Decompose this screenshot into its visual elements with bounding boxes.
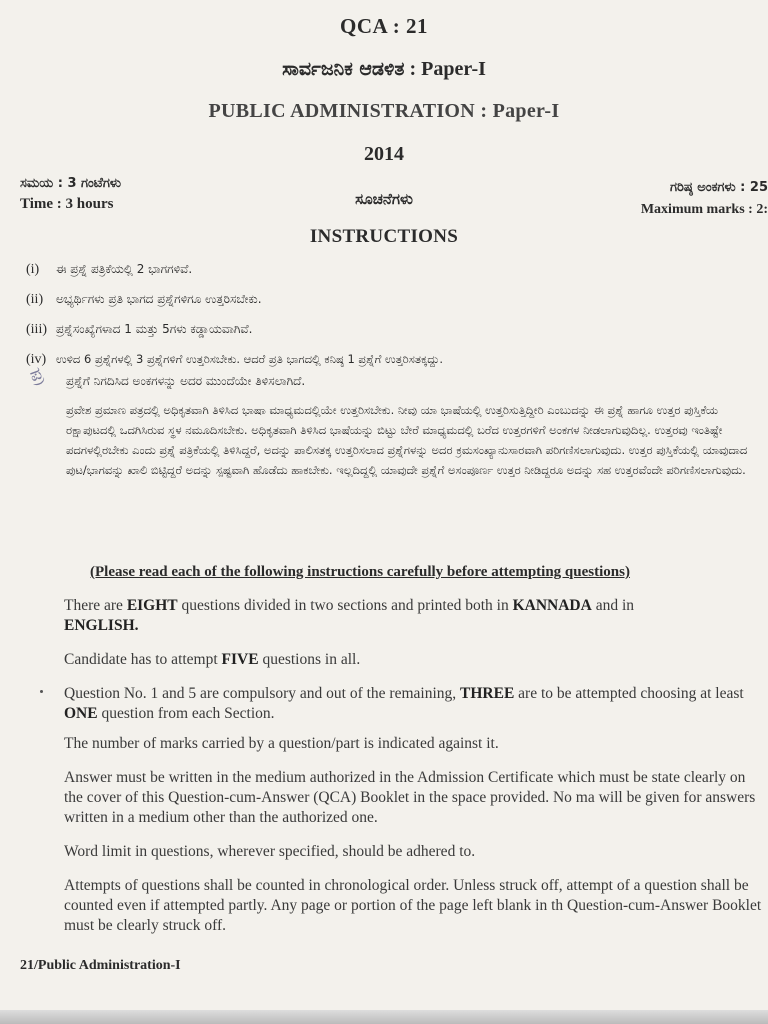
text: Candidate has to attempt	[64, 651, 222, 668]
item-number: (i)	[26, 262, 40, 277]
item-text: ಅಭ್ಯರ್ಥಿಗಳು ಪ್ರತಿ ಭಾಗದ ಪ್ರಶ್ನೆಗಳಿಗೂ ಉತ್ತರಿಸಬೇಕು.	[56, 292, 262, 306]
text: questions in all.	[258, 651, 361, 668]
kannada-item-continuation: ಪ್ರಶ್ನೆಗೆ ನಿಗದಿಸಿದ ಅಂಕಗಳನ್ನು ಅದರ ಮುಂದೆಯೇ ತಿಳಿಸಲಾಗಿದೆ.	[66, 374, 306, 388]
kannada-item	[26, 262, 192, 278]
english-instruction-3	[64, 684, 768, 724]
english-instruction-2	[64, 650, 768, 670]
item-number: (ii)	[26, 292, 44, 307]
item-text: ಉಳಿದ 6 ಪ್ರಶ್ನೆಗಳಲ್ಲಿ 3 ಪ್ರಶ್ನೆಗಳಿಗೆ ಉತ್ತರಿಸಬೇಕು. ಆದರೆ ಪ್ರತಿ ಭಾಗದಲ್ಲಿ ಕನಿಷ್ಠ 1 ಪ್ರಶ್ನೆಗೆ ಉತ್ತರಿಸತಕ್ಕದ್ದು.	[56, 352, 443, 366]
text: questions divided in two sections and printed both in	[177, 597, 513, 614]
english-instruction-4: The number of marks carried by a question/part is indicated against it.	[64, 735, 499, 752]
handwritten-margin-note: ಪ್ರ	[26, 362, 46, 387]
emphasis: EIGHT	[126, 597, 178, 614]
english-instruction-1	[64, 596, 768, 636]
text: and in	[591, 597, 634, 614]
item-text: ಈ ಪ್ರಶ್ನೆ ಪತ್ರಿಕೆಯಲ್ಲಿ 2 ಭಾಗಗಳಿವೆ.	[56, 262, 193, 276]
paper-code: QCA : 21	[340, 14, 428, 38]
time-english: Time : 3 hours	[20, 196, 114, 212]
time-kannada: ಸಮಯ : 3 ಗಂಟೆಗಳು	[20, 176, 122, 191]
item-number: (iii)	[26, 322, 47, 337]
instructions-heading-english: INSTRUCTIONS	[309, 226, 459, 247]
max-marks-english: Maximum marks : 2:	[640, 202, 768, 217]
page-footer: 21/Public Administration-I	[20, 958, 181, 973]
instructions-heading-kannada: ಸೂಚನೆಗಳು	[355, 190, 413, 208]
kannada-paragraph: ಪ್ರವೇಶ ಪ್ರಮಾಣ ಪತ್ರದಲ್ಲಿ ಅಧಿಕೃತವಾಗಿ ತಿಳಿಸಿದ ಭಾಷಾ ಮಾಧ್ಯಮದಲ್ಲಿಯೇ ಉತ್ತರಿಸಬೇಕು. ನೀವು ಯಾ ಭಾಷೆಯಲ್ಲಿ ಉತ್ತರಿಸುತ್ತಿದ್ದೀರಿ ಎಂಬುದನ್ನು ಈ ಪ್ರಶ್ನೆ ಹಾಗೂ ಉತ್ತರ ಪುಸ್ತಿಕೆಯ ರಕ್ಷಾಪುಟದಲ್ಲಿ ಒದಗಿಸಿರುವ ಸ್ಥಳ ನಮೂದಿಸಬೇಕು. ಅಧಿಕೃತವಾಗಿ ತಿಳಿಸಿದ ಭಾಷೆಯನ್ನು ಬಿಟ್ಟು ಬೇರೆ ಮಾಧ್ಯಮದಲ್ಲಿ ಬರೆದ ಉತ್ತರಗಳಿಗೆ ಅಂಕಗಳ ನೀಡಲಾಗುವುದಿಲ್ಲ. ಉತ್ತರವು ಇಂತಿಷ್ಟೇ ಪದಗಳಲ್ಲಿರಬೇಕು ಎಂದು ಪ್ರಶ್ನೆ ಪತ್ರಿಕೆಯಲ್ಲಿ ತಿಳಿಸಿದ್ದರೆ, ಅದನ್ನು ಪಾಲಿಸತಕ್ಕ ಉತ್ತರಿಸಲಾದ ಪ್ರಶ್ನೆಗಳನ್ನು ಅದರ ಕ್ರಮಸಂಖ್ಯಾನುಸಾರವಾಗಿ ಪರಿಗಣಿಸಲಾಗುವುದು. ಉತ್ತರ ಪುಸ್ತಿಕೆಯಲ್ಲಿ ಯಾವುದಾದ ಪುಟ/ಭಾಗವನ್ನು ಖಾಲಿ ಬಿಟ್ಟಿದ್ದರೆ ಅದನ್ನು ಸ್ಪಷ್ಟವಾಗಿ ಹೊಡೆದು ಹಾಕಬೇಕು. ಇಲ್ಲದಿದ್ದಲ್ಲಿ ಯಾವುದೇ ಪ್ರಶ್ನೆಗೆ ಅಸಂಪೂರ್ಣ ಉತ್ತರ ನೀಡಿದ್ದರೂ ಅದನ್ನು ಸಹ ಉತ್ತರವೆಂದೇ ಪರಿಗಣಿಸಲಾಗುವುದು.	[66, 403, 748, 477]
english-instruction-7: Attempts of questions shall be counted in chronological order. Unless struck off, attempt of a question shall be counted even if attempted partly. Any page or portion of the page left blank in th Question-cum-Answer Booklet must be clearly struck off.	[64, 877, 762, 934]
item-text: ಪ್ರಶ್ನೆಸಂಖ್ಯೆಗಳಾದ 1 ಮತ್ತು 5ಗಳು ಕಡ್ಡಾಯವಾಗಿವೆ.	[56, 322, 253, 336]
kannada-title-paper: : Paper-I	[404, 58, 486, 80]
exam-year: 2014	[364, 143, 404, 165]
emphasis: ENGLISH.	[64, 617, 139, 634]
english-title: PUBLIC ADMINISTRATION : Paper-I	[208, 100, 560, 122]
text: question from each Section.	[97, 705, 275, 722]
kannada-title	[0, 58, 768, 81]
text: There are	[64, 597, 127, 614]
item-number: (iv)	[26, 352, 47, 367]
max-marks-kannada: ಗರಿಷ್ಠ ಅಂಕಗಳು : 25	[669, 180, 768, 195]
kannada-item	[26, 292, 262, 308]
emphasis: FIVE	[221, 651, 259, 668]
kannada-title-text: ಸಾರ್ವಜನಿಕ ಆಡಳಿತ	[282, 58, 405, 80]
emphasis: ONE	[64, 705, 98, 722]
scan-edge	[0, 1010, 768, 1024]
emphasis: THREE	[460, 685, 515, 702]
read-carefully-note: (Please read each of the following instructions carefully before attempting questions)	[90, 564, 630, 580]
text: Question No. 1 and 5 are compulsory and out of the remaining,	[64, 685, 461, 702]
english-instruction-6: Word limit in questions, wherever specified, should be adhered to.	[64, 843, 476, 860]
stray-mark	[40, 690, 43, 693]
kannada-item	[26, 322, 252, 338]
kannada-item	[26, 352, 443, 368]
text: are to be attempted choosing at least	[514, 685, 744, 702]
english-instruction-5: Answer must be written in the medium authorized in the Admission Certificate which must be state clearly on the cover of this Question-cum-Answer (QCA) Booklet in the space provided. No ma will be given for answers written in a medium other than the authorized one.	[64, 769, 756, 826]
emphasis: KANNADA	[512, 597, 592, 614]
